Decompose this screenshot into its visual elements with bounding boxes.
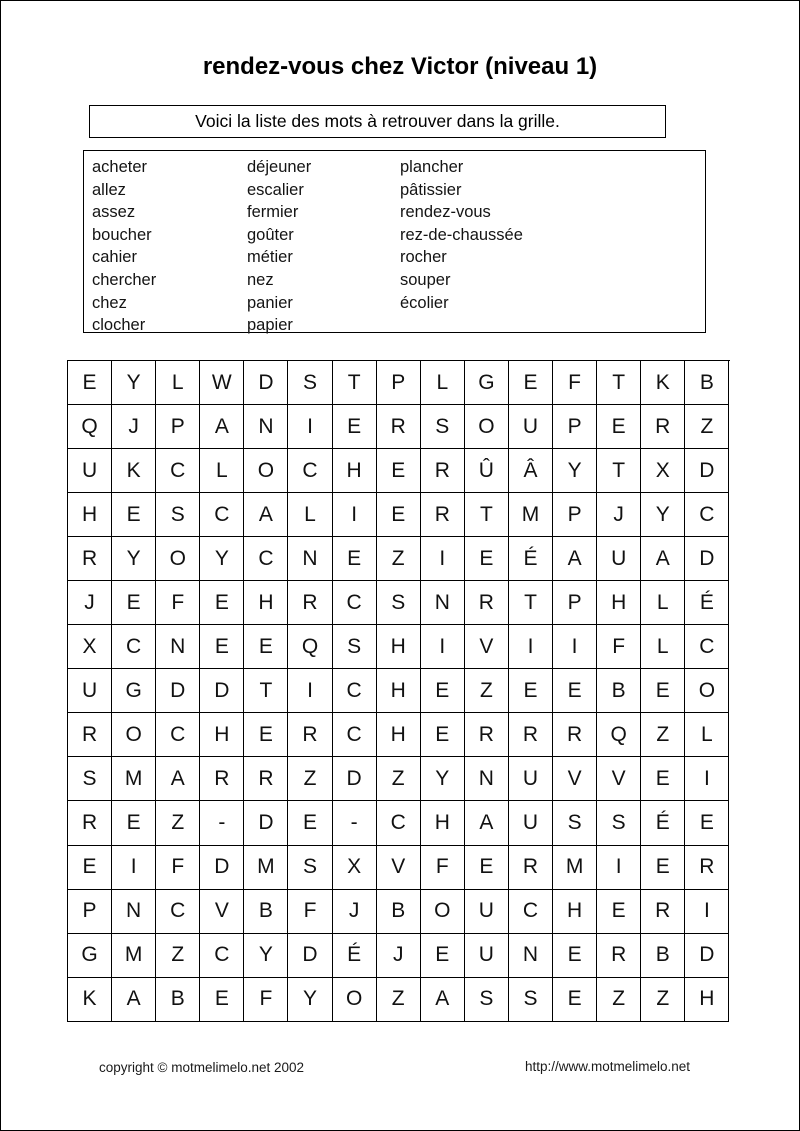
grid-cell: U: [465, 934, 509, 978]
grid-cell: A: [200, 405, 244, 449]
grid-cell: Y: [244, 934, 288, 978]
grid-cell: S: [377, 581, 421, 625]
grid-cell: F: [156, 581, 200, 625]
grid-cell: E: [288, 801, 332, 845]
grid-cell: I: [421, 537, 465, 581]
word-item: fermier: [247, 203, 299, 222]
grid-cell: N: [156, 625, 200, 669]
grid-cell: R: [244, 757, 288, 801]
grid-cell: X: [333, 846, 377, 890]
word-list: [83, 150, 706, 333]
grid-cell: R: [553, 713, 597, 757]
grid-cell: O: [685, 669, 729, 713]
grid-cell: S: [288, 361, 332, 405]
page-title: rendez-vous chez Victor (niveau 1): [202, 53, 598, 80]
grid-cell: D: [685, 449, 729, 493]
word-list-column-2: [247, 156, 400, 335]
grid-cell: I: [288, 405, 332, 449]
grid-cell: B: [641, 934, 685, 978]
grid-cell: D: [156, 669, 200, 713]
word-item: papier: [247, 316, 293, 335]
grid-cell: F: [156, 846, 200, 890]
word-item: escalier: [247, 180, 304, 199]
word-item: rez-de-chaussée: [400, 225, 523, 244]
grid-cell: I: [685, 890, 729, 934]
grid-cell: T: [597, 361, 641, 405]
grid-cell: R: [421, 449, 465, 493]
grid-cell: F: [553, 361, 597, 405]
grid-cell: R: [597, 934, 641, 978]
grid-cell: Û: [465, 449, 509, 493]
grid-cell: B: [685, 361, 729, 405]
grid-cell: J: [597, 493, 641, 537]
grid-cell: É: [685, 581, 729, 625]
word-item: chercher: [92, 270, 157, 289]
grid-cell: D: [685, 537, 729, 581]
grid-cell: A: [641, 537, 685, 581]
grid-cell: U: [509, 405, 553, 449]
grid-cell: E: [244, 713, 288, 757]
grid-cell: C: [333, 581, 377, 625]
grid-cell: H: [597, 581, 641, 625]
grid-cell: L: [641, 625, 685, 669]
grid-cell: T: [465, 493, 509, 537]
word-item: écolier: [400, 293, 449, 312]
grid-cell: P: [553, 493, 597, 537]
grid-cell: O: [333, 978, 377, 1022]
grid-cell: T: [597, 449, 641, 493]
grid-cell: A: [553, 537, 597, 581]
word-item: cahier: [92, 248, 137, 267]
grid-cell: Z: [641, 713, 685, 757]
grid-cell: R: [288, 713, 332, 757]
grid-cell: T: [244, 669, 288, 713]
grid-cell: N: [421, 581, 465, 625]
grid-cell: C: [156, 890, 200, 934]
grid-cell: R: [68, 801, 112, 845]
grid-cell: F: [597, 625, 641, 669]
grid-cell: M: [112, 934, 156, 978]
grid-cell: C: [509, 890, 553, 934]
grid-cell: E: [333, 537, 377, 581]
grid-cell: X: [68, 625, 112, 669]
grid-cell: R: [465, 581, 509, 625]
grid-cell: D: [244, 801, 288, 845]
grid-cell: S: [465, 978, 509, 1022]
word-list-column-3: [400, 156, 523, 332]
grid-cell: É: [509, 537, 553, 581]
grid-cell: -: [200, 801, 244, 845]
grid-cell: Y: [553, 449, 597, 493]
grid-cell: D: [200, 669, 244, 713]
grid-cell: K: [112, 449, 156, 493]
word-item: métier: [247, 248, 293, 267]
grid-cell: D: [685, 934, 729, 978]
grid-cell: X: [641, 449, 685, 493]
grid-cell: E: [200, 978, 244, 1022]
grid-cell: R: [377, 405, 421, 449]
grid-cell: H: [377, 669, 421, 713]
grid-cell: E: [112, 581, 156, 625]
grid-cell: C: [244, 537, 288, 581]
grid-cell: K: [641, 361, 685, 405]
grid-cell: U: [597, 537, 641, 581]
word-search-grid: [67, 360, 730, 1022]
word-item: rocher: [400, 248, 447, 267]
grid-cell: P: [553, 405, 597, 449]
grid-cell: J: [68, 581, 112, 625]
word-item: déjeuner: [247, 158, 312, 176]
grid-cell: O: [421, 890, 465, 934]
grid-cell: Y: [112, 537, 156, 581]
grid-cell: U: [68, 449, 112, 493]
grid-cell: A: [244, 493, 288, 537]
grid-cell: Y: [421, 757, 465, 801]
grid-cell: E: [553, 978, 597, 1022]
grid-cell: É: [333, 934, 377, 978]
word-item: souper: [400, 270, 451, 289]
grid-cell: L: [641, 581, 685, 625]
grid-cell: U: [465, 890, 509, 934]
grid-cell: N: [465, 757, 509, 801]
grid-cell: I: [509, 625, 553, 669]
word-item: assez: [92, 203, 136, 222]
grid-cell: R: [68, 713, 112, 757]
word-item: chez: [92, 293, 127, 312]
instruction-box: [89, 105, 666, 138]
grid-cell: S: [333, 625, 377, 669]
grid-cell: T: [509, 581, 553, 625]
grid-cell: A: [112, 978, 156, 1022]
grid-cell: C: [333, 713, 377, 757]
grid-cell: H: [553, 890, 597, 934]
grid-cell: C: [685, 625, 729, 669]
grid-cell: E: [112, 801, 156, 845]
grid-cell: M: [509, 493, 553, 537]
grid-cell: V: [597, 757, 641, 801]
grid-cell: M: [553, 846, 597, 890]
grid-cell: R: [68, 537, 112, 581]
grid-cell: N: [244, 405, 288, 449]
grid-cell: I: [421, 625, 465, 669]
grid-cell: C: [156, 713, 200, 757]
grid-cell: E: [68, 846, 112, 890]
grid-cell: Z: [597, 978, 641, 1022]
grid-cell: S: [553, 801, 597, 845]
grid-cell: Q: [597, 713, 641, 757]
grid-cell: F: [244, 978, 288, 1022]
grid-cell: U: [509, 757, 553, 801]
grid-cell: E: [333, 405, 377, 449]
grid-cell: E: [200, 581, 244, 625]
grid-cell: S: [288, 846, 332, 890]
grid-cell: Q: [288, 625, 332, 669]
grid-cell: E: [68, 361, 112, 405]
website-url-text: http://www.motmelimelo.net: [524, 1059, 690, 1074]
word-item: acheter: [92, 158, 148, 176]
grid-cell: Z: [377, 537, 421, 581]
grid-cell: V: [200, 890, 244, 934]
grid-cell: O: [112, 713, 156, 757]
grid-cell: G: [465, 361, 509, 405]
word-item: boucher: [92, 225, 152, 244]
grid-cell: É: [641, 801, 685, 845]
grid-cell: Q: [68, 405, 112, 449]
grid-cell: C: [333, 669, 377, 713]
grid-cell: L: [200, 449, 244, 493]
grid-cell: O: [465, 405, 509, 449]
grid-cell: N: [509, 934, 553, 978]
grid-cell: H: [685, 978, 729, 1022]
grid-cell: Z: [685, 405, 729, 449]
grid-cell: I: [597, 846, 641, 890]
grid-cell: M: [244, 846, 288, 890]
grid-cell: P: [377, 361, 421, 405]
grid-cell: E: [641, 846, 685, 890]
grid-cell: L: [156, 361, 200, 405]
grid-cell: U: [68, 669, 112, 713]
grid-cell: D: [333, 757, 377, 801]
grid-cell: G: [112, 669, 156, 713]
grid-cell: S: [509, 978, 553, 1022]
word-item: goûter: [247, 225, 294, 244]
grid-cell: C: [200, 493, 244, 537]
grid-cell: S: [597, 801, 641, 845]
word-item: pâtissier: [400, 180, 462, 199]
grid-cell: E: [641, 669, 685, 713]
grid-cell: E: [509, 669, 553, 713]
grid-cell: G: [68, 934, 112, 978]
grid-cell: C: [288, 449, 332, 493]
grid-cell: Z: [156, 934, 200, 978]
grid-cell: U: [509, 801, 553, 845]
grid-cell: E: [112, 493, 156, 537]
word-item: clocher: [92, 316, 146, 335]
grid-cell: K: [68, 978, 112, 1022]
grid-cell: F: [421, 846, 465, 890]
grid-cell: E: [421, 669, 465, 713]
grid-cell: S: [421, 405, 465, 449]
grid-cell: R: [641, 405, 685, 449]
grid-cell: E: [597, 890, 641, 934]
word-item: nez: [247, 270, 274, 289]
grid-cell: E: [244, 625, 288, 669]
grid-cell: B: [597, 669, 641, 713]
grid-cell: B: [377, 890, 421, 934]
grid-cell: H: [377, 713, 421, 757]
grid-cell: H: [200, 713, 244, 757]
grid-cell: V: [377, 846, 421, 890]
word-item: plancher: [400, 158, 464, 176]
grid-cell: R: [200, 757, 244, 801]
grid-cell: R: [421, 493, 465, 537]
grid-cell: R: [509, 713, 553, 757]
grid-cell: E: [553, 669, 597, 713]
grid-cell: E: [465, 537, 509, 581]
grid-cell: E: [553, 934, 597, 978]
word-item: rendez-vous: [400, 203, 491, 222]
grid-cell: Y: [288, 978, 332, 1022]
grid-cell: C: [112, 625, 156, 669]
grid-cell: A: [465, 801, 509, 845]
grid-cell: P: [68, 890, 112, 934]
grid-cell: J: [377, 934, 421, 978]
grid-cell: R: [641, 890, 685, 934]
grid-cell: E: [421, 713, 465, 757]
grid-cell: V: [465, 625, 509, 669]
grid-cell: B: [156, 978, 200, 1022]
grid-cell: E: [377, 493, 421, 537]
grid-cell: L: [421, 361, 465, 405]
grid-cell: E: [597, 405, 641, 449]
grid-cell: E: [377, 449, 421, 493]
grid-cell: Z: [377, 757, 421, 801]
grid-cell: P: [553, 581, 597, 625]
grid-cell: B: [244, 890, 288, 934]
grid-cell: H: [244, 581, 288, 625]
grid-cell: Z: [465, 669, 509, 713]
grid-cell: E: [421, 934, 465, 978]
grid-cell: L: [685, 713, 729, 757]
grid-cell: P: [156, 405, 200, 449]
grid-cell: H: [333, 449, 377, 493]
grid-cell: Y: [641, 493, 685, 537]
grid-cell: J: [333, 890, 377, 934]
grid-cell: H: [421, 801, 465, 845]
grid-cell: -: [333, 801, 377, 845]
grid-cell: R: [288, 581, 332, 625]
grid-cell: I: [288, 669, 332, 713]
grid-cell: M: [112, 757, 156, 801]
word-item: panier: [247, 293, 293, 312]
word-item: allez: [92, 180, 126, 199]
copyright-text: copyright © motmelimelo.net 2002: [99, 1060, 305, 1075]
grid-cell: I: [553, 625, 597, 669]
grid-cell: E: [200, 625, 244, 669]
grid-cell: H: [68, 493, 112, 537]
grid-cell: H: [377, 625, 421, 669]
grid-cell: E: [509, 361, 553, 405]
grid-cell: Y: [200, 537, 244, 581]
grid-cell: C: [685, 493, 729, 537]
grid-cell: Â: [509, 449, 553, 493]
grid-cell: I: [333, 493, 377, 537]
grid-cell: C: [377, 801, 421, 845]
grid-cell: Y: [112, 361, 156, 405]
grid-cell: R: [465, 713, 509, 757]
grid-cell: A: [156, 757, 200, 801]
grid-cell: Z: [641, 978, 685, 1022]
grid-cell: S: [156, 493, 200, 537]
grid-cell: I: [112, 846, 156, 890]
grid-cell: C: [200, 934, 244, 978]
grid-cell: S: [68, 757, 112, 801]
instruction-text: Voici la liste des mots à retrouver dans la grille.: [195, 111, 560, 131]
grid-cell: Z: [156, 801, 200, 845]
grid-cell: C: [156, 449, 200, 493]
grid-cell: O: [156, 537, 200, 581]
grid-cell: R: [685, 846, 729, 890]
grid-cell: N: [112, 890, 156, 934]
grid-cell: A: [421, 978, 465, 1022]
grid-cell: E: [685, 801, 729, 845]
grid-cell: J: [112, 405, 156, 449]
grid-cell: R: [509, 846, 553, 890]
grid-cell: Z: [377, 978, 421, 1022]
grid-cell: F: [288, 890, 332, 934]
grid-cell: E: [641, 757, 685, 801]
grid-cell: W: [200, 361, 244, 405]
word-list-column-1: [92, 156, 247, 335]
grid-cell: I: [685, 757, 729, 801]
grid-cell: V: [553, 757, 597, 801]
grid-cell: D: [200, 846, 244, 890]
grid-cell: L: [288, 493, 332, 537]
grid-cell: D: [288, 934, 332, 978]
grid-cell: E: [465, 846, 509, 890]
grid-cell: O: [244, 449, 288, 493]
grid-cell: N: [288, 537, 332, 581]
grid-cell: Z: [288, 757, 332, 801]
grid-cell: T: [333, 361, 377, 405]
grid-cell: D: [244, 361, 288, 405]
